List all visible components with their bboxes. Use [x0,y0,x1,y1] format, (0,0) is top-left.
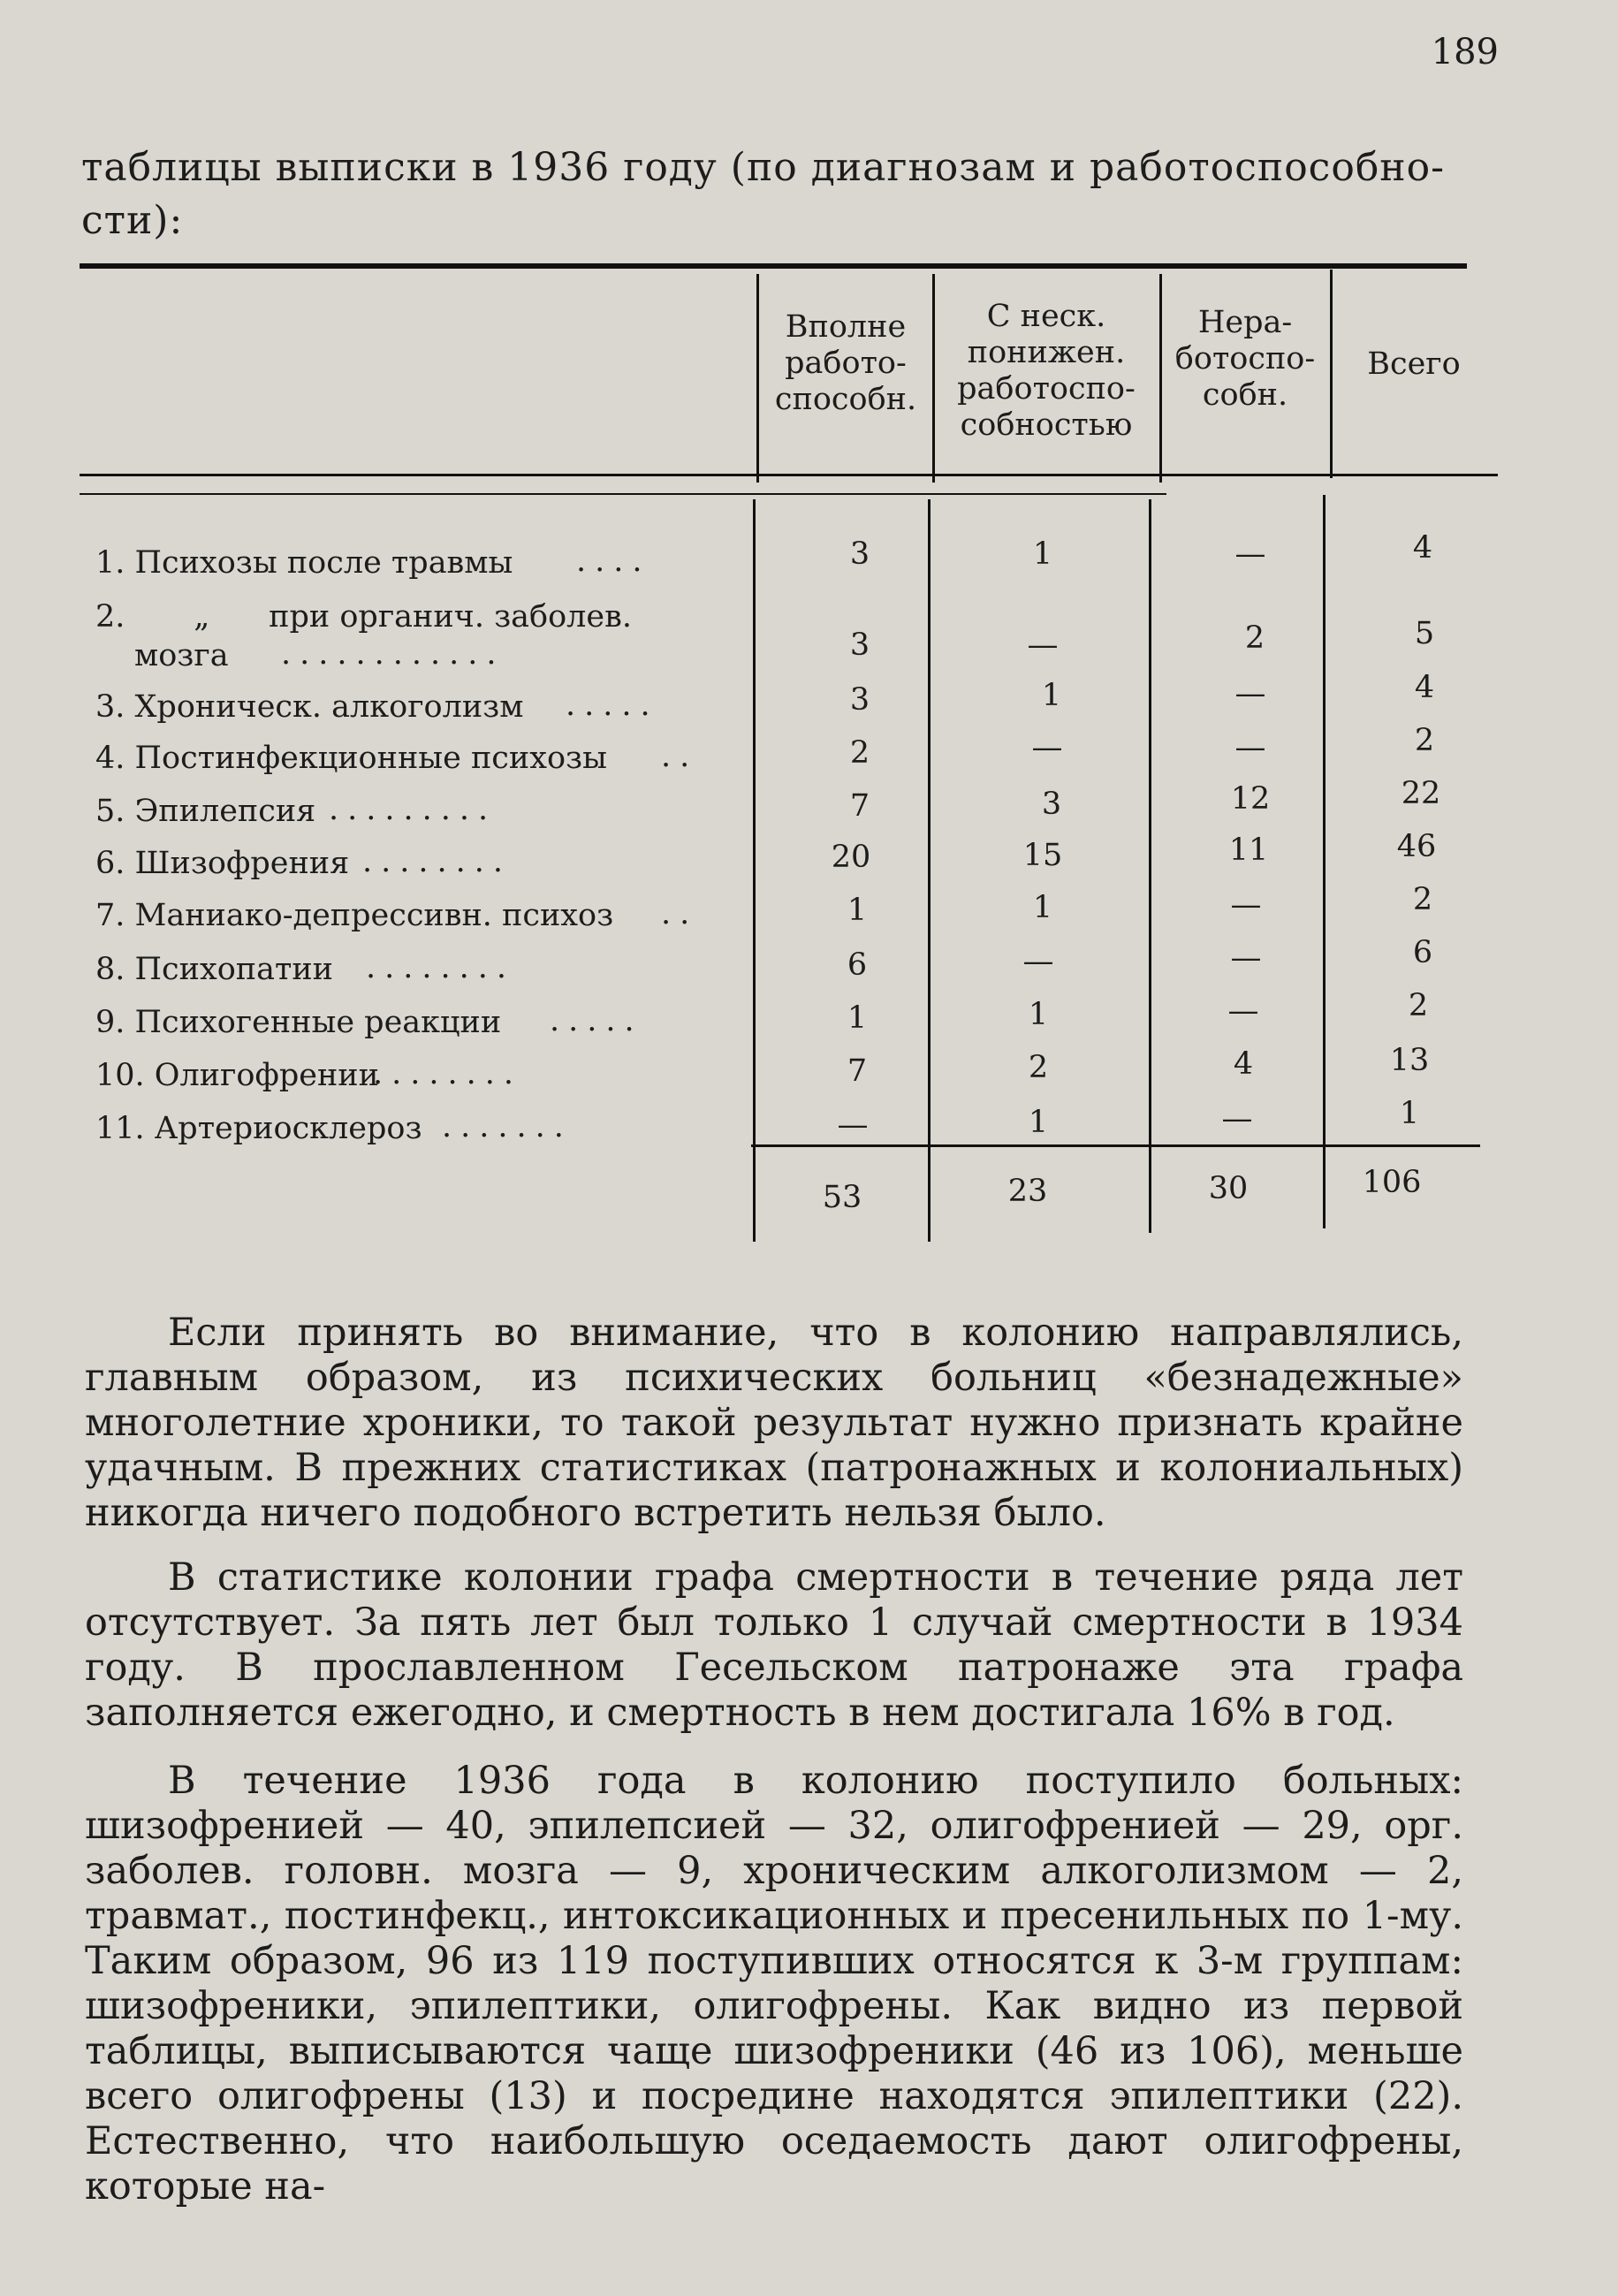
col-divider [932,274,935,483]
table-cell: 5 [1414,616,1435,651]
dot-leader: ..... [566,688,659,723]
table-cell: 4 [1412,530,1433,566]
table-cell: — [1031,730,1063,765]
table-cell: 6 [1412,935,1433,970]
table-cell: 1 [1399,1096,1420,1131]
table-cell: 3 [849,627,870,663]
table-cell: 4 [1233,1046,1254,1082]
table-cell: 3 [1041,787,1062,822]
table-cell: 1 [847,893,868,928]
dot-leader: ............ [281,636,505,672]
row-label: 5. Эпилепсия [95,794,316,829]
col-divider [1330,270,1333,478]
table-cell: — [837,1107,869,1143]
table-cell: 2 [1408,988,1429,1023]
body-text [85,1311,1463,1536]
header-bottom-rule-2 [80,493,1166,495]
page-number: 189 [1431,32,1499,72]
body-text [85,1759,1463,2209]
table-cell: 13 [1389,1043,1430,1078]
row-label: 2. „ при органич. заболев. [95,599,632,635]
total-cell: 30 [1208,1171,1249,1206]
dot-leader: .. [661,739,699,774]
row-label: 8. Психопатии [95,952,333,987]
row-label: 4. Постинфекционные психозы [95,741,607,776]
table-intro: таблицы выписки в 1936 году (по диагнозам и работоспособно- сти): [81,145,1445,243]
table-top-rule [80,263,1467,269]
table-cell: 22 [1401,776,1441,811]
col-divider [753,499,756,1242]
table-cell: — [1234,676,1266,711]
dot-leader: ..... [550,1003,643,1038]
col-divider [1149,499,1151,1233]
table-cell: — [1230,887,1262,923]
dot-leader: ....... [442,1109,573,1144]
table-cell: 2 [1244,620,1265,656]
dot-leader: ........ [362,844,513,879]
table-cell: 7 [847,1053,868,1089]
total-cell: 53 [822,1180,862,1215]
row-label: 9. Психогенные реакции [95,1005,502,1040]
table-cell: 1 [1041,678,1062,713]
dot-leader: ........ [366,950,516,985]
paragraph: Если принять во внимание, что в колонию направлялись, главным образом, из психических больниц «безнадежные» многолетние хроники, то такой результат нужно признать крайне удачным. В прежних статистиках (патронажных и колониальных) никогда ничего подобного встретить нельзя было. [85,1311,1463,1535]
table-cell: 2 [1414,723,1435,758]
totals-rule [751,1144,1480,1147]
total-cell: 106 [1362,1165,1422,1200]
table-cell: 2 [849,735,870,771]
row-label: 10. Олигофрении [95,1058,379,1093]
table-cell: — [1227,993,1259,1029]
table-cell: 1 [1028,997,1049,1032]
table-cell: 3 [849,682,870,718]
table-cell: 2 [1412,882,1433,917]
row-label: 11. Артериосклероз [95,1111,422,1146]
paragraph: В статистике колонии графа смертности в течение ряда лет отсутствует. За пять лет был только 1 случай смертности в 1934 году. В прославленном Гесельском патронаже эта графа заполняется ежегодно, и смертность в нем достигала 16% в год. [85,1555,1463,1735]
col-divider [928,499,931,1242]
table-cell: — [1234,536,1266,572]
col-divider [1323,495,1326,1228]
table-cell: 1 [1028,1105,1049,1140]
row-label: 3. Хроническ. алкоголизм [95,689,524,725]
table-cell: 20 [831,840,871,875]
table-cell: 11 [1228,832,1269,868]
col-divider [756,274,759,483]
dot-leader: .. [661,896,699,931]
row-label: 7. Маниако-депрессивн. психоз [95,898,614,933]
table-cell: 1 [1032,536,1053,572]
row-label: 1. Психозы после травмы [95,545,513,581]
dot-leader: .... [576,544,651,579]
body-text [85,1555,1463,1736]
dot-leader: ......... [329,792,498,827]
table-cell: 7 [849,788,870,824]
paragraph: В течение 1936 года в колонию поступило больных: шизофренией — 40, эпилепсией — 32, олигофренией — 29, орг. заболев. головн. мозга — 9, хроническим алкоголизмом — 2, травмат., постинфекц., интоксикационных и пресенильных по 1-му. Таким образом, 96 из 119 поступивших относятся к 3-м группам: шизофреники, эпилептики, олигофрены. Как видно из первой таблицы, выписываются чаще шизофреники (46 из 106), меньше всего олигофрены (13) и посредине находятся эпилептики (22). Естественно, что наибольшую оседаемость дают олигофрены, которые на- [85,1759,1463,2209]
total-cell: 23 [1007,1174,1048,1209]
header-bottom-rule [80,474,1498,476]
table-cell: — [1221,1101,1253,1137]
table-cell: — [1230,940,1262,976]
table-cell: 15 [1022,838,1063,873]
table-cell: 3 [849,536,870,572]
dot-leader: ........ [373,1056,523,1091]
column-header: С неск. понижен. работоспо- собностью [957,299,1136,443]
table-cell: 12 [1230,781,1271,817]
table-cell: 2 [1028,1050,1049,1085]
table-cell: 1 [1032,890,1053,925]
row-label-continuation: мозга [134,638,229,673]
table-cell: 46 [1396,829,1437,864]
table-cell: 1 [847,1000,868,1036]
table-cell: — [1027,627,1059,663]
column-header: Вполне работо- способн. [774,309,917,417]
table-cell: 6 [847,947,868,983]
column-header: Нера- ботоспо- собн. [1174,305,1316,413]
column-header: Всего [1367,346,1461,382]
table-cell: — [1234,730,1266,765]
table-cell: — [1022,944,1054,979]
table-cell: 4 [1414,670,1435,705]
row-label: 6. Шизофрения [95,846,350,881]
